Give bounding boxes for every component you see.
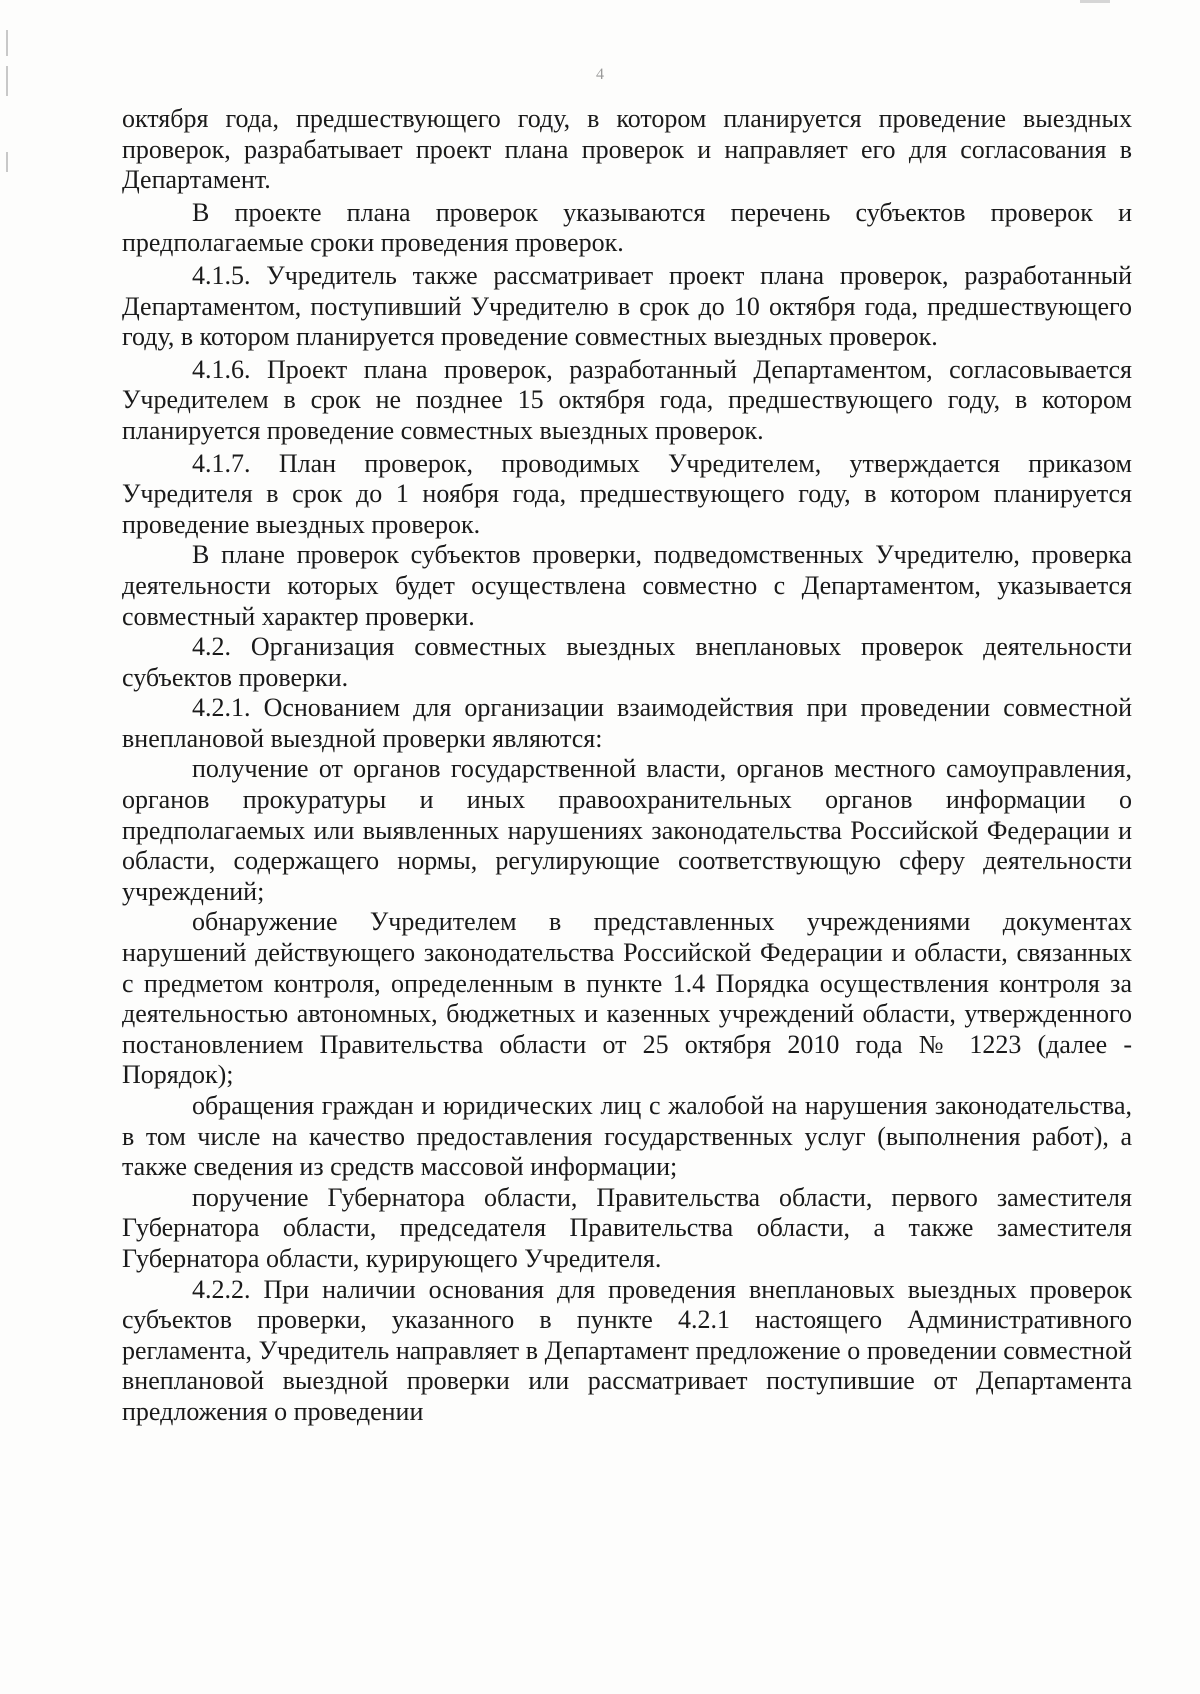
clause-4-2-2: 4.2.2. При наличии основания для проведения внеплановых выездных проверок субъектов проверки, указанного в пункте 4.2.1 настоящего Административного регламента, Учредитель направляет в Департамент предложение о проведении совместной внеплановой выездной проверки или рассматривает поступившие от Департамента предложения о проведении xyxy=(122,1274,1132,1426)
scan-artifact xyxy=(6,30,8,56)
list-item: поручение Губернатора области, Правительства области, первого заместителя Губернатора области, председателя Правительства области, а также заместителя Губернатора области, курирующего Учредителя. xyxy=(122,1182,1132,1273)
paragraph-continuation: октября года, предшествующего году, в котором планируется проведение выездных проверок, разрабатывает проект плана проверок и направляет его для согласования в Департамент. xyxy=(122,104,1132,195)
scan-artifact xyxy=(1080,0,1110,3)
document-body xyxy=(122,104,1132,1428)
list-item: обращения граждан и юридических лиц с жалобой на нарушения законодательства, в том числе на качество предоставления государственных услуг (выполнения работ), а также сведения из средств массовой информации; xyxy=(122,1091,1132,1182)
clause-4-2: 4.2. Организация совместных выездных внеплановых проверок деятельности субъектов проверки. xyxy=(122,632,1132,692)
list-item: получение от органов государственной власти, органов местного самоуправления, органов прокуратуры и иных правоохранительных органов информации о предполагаемых или выявленных нарушениях законодательства Российской Федерации и области, содержащего нормы, регулирующие соответствующую сферу деятельности учреждений; xyxy=(122,754,1132,906)
clause-4-1-5: 4.1.5. Учредитель также рассматривает проект плана проверок, разработанный Департаментом, поступивший Учредителю в срок до 10 октября года, предшествующего году, в котором планируется проведение совместных выездных проверок. xyxy=(122,260,1132,352)
paragraph: В проекте плана проверок указываются перечень субъектов проверок и предполагаемые сроки проведения проверок. xyxy=(122,197,1132,258)
list-item: обнаружение Учредителем в представленных учреждениями документах нарушений действующего законодательства Российской Федерации и области, связанных с предметом контроля, определенным в пункте 1.4 Порядка осуществления контроля за деятельностью автономных, бюджетных и казенных учреждений области, утвержденного постановлением Правительства области от 25 октября 2010 года № 1223 (далее - Порядок); xyxy=(122,907,1132,1090)
clause-4-1-7: 4.1.7. План проверок, проводимых Учредителем, утверждается приказом Учредителя в срок до 1 ноября года, предшествующего году, в котором планируется проведение выездных проверок. xyxy=(122,448,1132,539)
page-number: 4 xyxy=(596,66,604,83)
paragraph: В плане проверок субъектов проверки, подведомственных Учредителю, проверка деятельности которых будет осуществлена совместно с Департаментом, указывается совместный характер проверки. xyxy=(122,540,1132,631)
clause-4-1-6: 4.1.6. Проект плана проверок, разработанный Департаментом, согласовывается Учредителем в срок не позднее 15 октября года, предшествующего году, в котором планируется проведение совместных выездных проверок. xyxy=(122,354,1132,445)
clause-4-2-1: 4.2.1. Основанием для организации взаимодействия при проведении совместной внеплановой выездной проверки являются: xyxy=(122,693,1132,753)
scan-artifact xyxy=(6,152,8,172)
